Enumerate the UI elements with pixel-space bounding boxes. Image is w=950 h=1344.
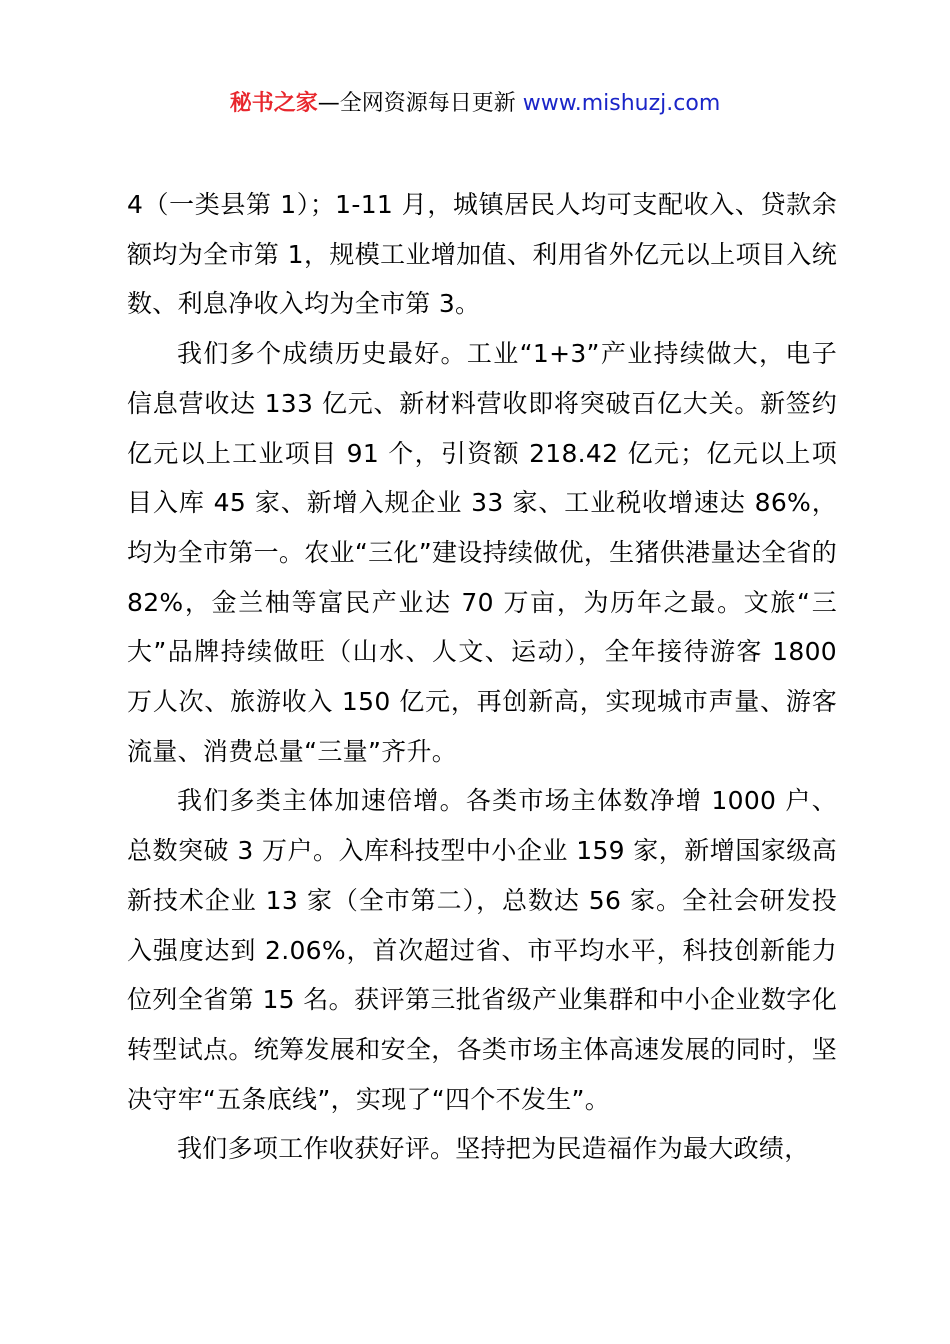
brand-name: 秘书之家: [229, 91, 318, 116]
site-header: [0, 86, 950, 122]
document-body: [127, 180, 837, 1174]
header-tagline: —全网资源每日更新: [317, 91, 523, 116]
paragraph-continued: 4（一类县第 1）；1-11 月，城镇居民人均可支配收入、贷款余额均为全市第 1，规模工业增加值、利用省外亿元以上项目入统数、利息净收入均为全市第 3。: [127, 190, 837, 319]
paragraph-work-evaluation: 我们多项工作收获好评。坚持把为民造福作为最大政绩，: [177, 1134, 810, 1164]
site-url-link[interactable]: www.mishuzj.com: [522, 91, 721, 116]
paragraph-market-entities: 我们多类主体加速倍增。各类市场主体数净增 1000 户、总数突破 3 万户。入库科技型中小企业 159 家，新增国家级高新技术企业 13 家（全市第二），总数达 56 家。全社会研发投入强度达到 2.06%，首次超过省、市平均水平，科技创新能力位列全省第 15 名。获评第三批省级产业集群和中小企业数字化转型试点。统筹发展和安全，各类市场主体高速发展的同时，坚决守牢“五条底线”，实现了“四个不发生”。: [127, 786, 837, 1114]
paragraph-achievements: 我们多个成绩历史最好。工业“1+3”产业持续做大，电子信息营收达 133 亿元、新材料营收即将突破百亿大关。新签约亿元以上工业项目 91 个，引资额 218.42 亿元；亿元以上项目入库 45 家、新增入规企业 33 家、工业税收增速达 86%，均为全市第一。农业“三化”建设持续做优，生猪供港量达全省的 82%，金兰柚等富民产业达 70 万亩，为历年之最。文旅“三大”品牌持续做旺（山水、人文、运动），全年接待游客 1800 万人次、旅游收入 150 亿元，再创新高，实现城市声量、游客流量、消费总量“三量”齐升。: [127, 339, 837, 766]
